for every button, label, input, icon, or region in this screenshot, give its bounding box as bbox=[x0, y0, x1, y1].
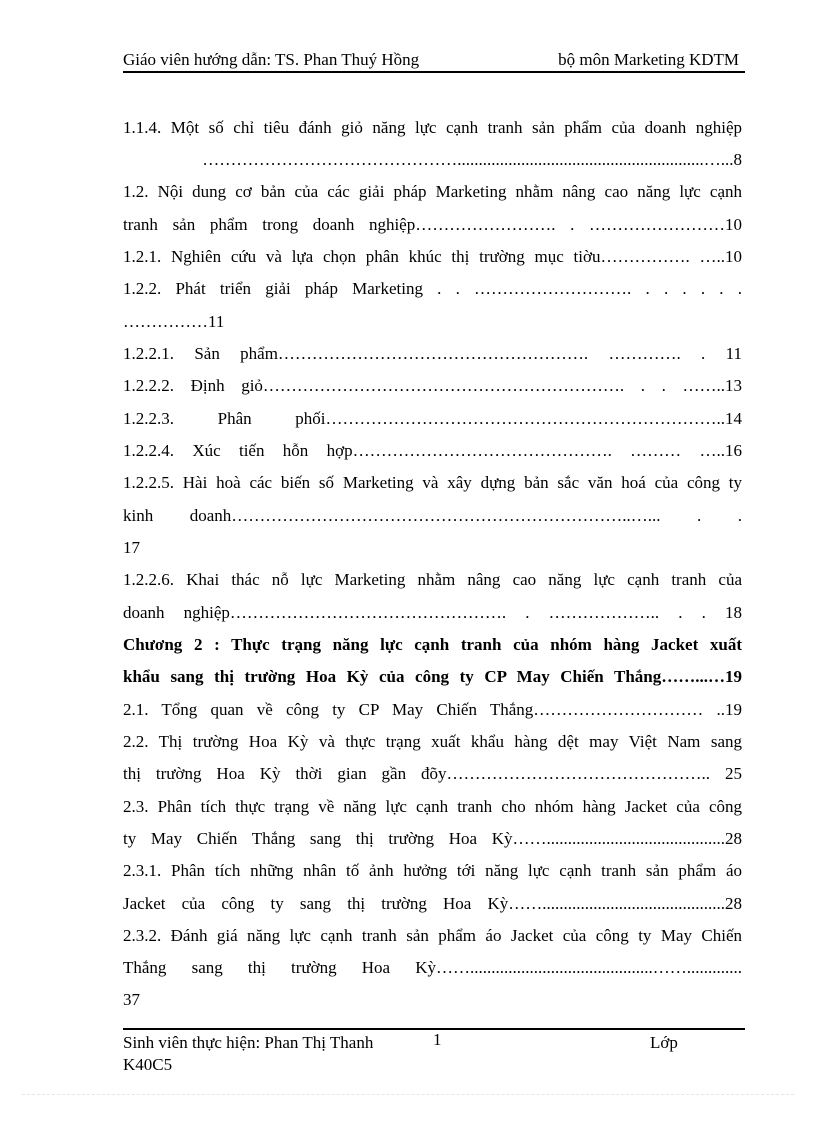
toc-line: ………………………………………..........................................................…...8 bbox=[202, 150, 742, 169]
toc-line: 2.3.1. Phân tích những nhân tố ảnh hưởng tới năng lực cạnh tranh sản phẩm áo bbox=[123, 861, 742, 880]
toc-line: 37 bbox=[123, 990, 140, 1009]
toc-chapter-line: Chương 2 : Thực trạng năng lực cạnh tranh của nhóm hàng Jacket xuất bbox=[123, 635, 742, 654]
toc-line: 2.1. Tổng quan về công ty CP May Chiến Thắng………………………… ..19 bbox=[123, 700, 742, 719]
header-department: bộ môn Marketing KDTM bbox=[558, 50, 739, 69]
toc-line: ……………11 bbox=[123, 312, 225, 331]
toc-line: thị trường Hoa Kỳ thời gian gần đõy……………………………………….. 25 bbox=[123, 764, 742, 783]
toc-line: Jacket của công ty sang thị trường Hoa Kỳ……...........................................28 bbox=[123, 894, 742, 913]
header-advisor: Giáo viên hướng dẫn: TS. Phan Thuý Hồng bbox=[123, 50, 420, 69]
toc-line: 1.2. Nội dung cơ bản của các giải pháp Marketing nhằm nâng cao năng lực cạnh bbox=[123, 182, 742, 201]
footer-student: Sinh viên thực hiện: Phan Thị Thanh bbox=[123, 1033, 374, 1052]
toc-line: 1.2.2. Phát triển giải pháp Marketing . . ………………………. . . . . . . bbox=[123, 279, 742, 298]
toc-line: 1.2.2.6. Khai thác nỗ lực Marketing nhằm nâng cao năng lực cạnh tranh của bbox=[123, 570, 742, 589]
header-rule bbox=[123, 71, 745, 73]
toc-line: 1.2.2.4. Xúc tiến hỗn hợp………………………………………. ……… …..16 bbox=[123, 441, 742, 460]
toc-line: 17 bbox=[123, 538, 140, 557]
toc-line: 1.2.2.1. Sản phẩm………………………………………………. …………. . 11 bbox=[123, 344, 742, 363]
toc-chapter-line: khẩu sang thị trường Hoa Kỳ của công ty CP May Chiến Thắng……...…19 bbox=[123, 667, 742, 686]
footer-class-code: K40C5 bbox=[123, 1055, 173, 1074]
toc-line: 1.2.1. Nghiên cứu và lựa chọn phân khúc thị trường mục tiờu……………. …..10 bbox=[123, 247, 742, 266]
page-edge-divider bbox=[22, 1094, 794, 1095]
toc-line: Thắng sang thị trường Hoa Kỳ……...........................................……............. bbox=[123, 958, 742, 977]
toc-line: 1.2.2.5. Hài hoà các biến số Marketing và xây dựng bản sắc văn hoá của công ty bbox=[123, 473, 742, 492]
toc-line: 2.2. Thị trường Hoa Kỳ và thực trạng xuất khẩu hàng dệt may Việt Nam sang bbox=[123, 732, 742, 751]
toc-line: 1.2.2.2. Định giỏ………………………………………………………. . . ……..13 bbox=[123, 376, 742, 395]
toc-line: doanh nghiệp…………………………………………. . ……………….. . . 18 bbox=[123, 603, 742, 622]
page-header bbox=[123, 48, 745, 72]
page-number: 1 bbox=[433, 1030, 442, 1049]
toc-line: 1.1.4. Một số chỉ tiêu đánh giỏ năng lực cạnh tranh sản phẩm của doanh nghiệp bbox=[123, 118, 742, 137]
toc-line: 2.3. Phân tích thực trạng về năng lực cạnh tranh cho nhóm hàng Jacket của công bbox=[123, 797, 742, 816]
toc-line: 1.2.2.3. Phân phối……………………………………………………………..14 bbox=[123, 409, 742, 428]
toc-line: 2.3.2. Đánh giá năng lực cạnh tranh sản phẩm áo Jacket của công ty May Chiến bbox=[123, 926, 742, 945]
toc-line: kinh doanh……………………………………………………………..…... . . bbox=[123, 506, 742, 525]
toc-line: ty May Chiến Thắng sang thị trường Hoa Kỳ……..........................................28 bbox=[123, 829, 742, 848]
toc-line: tranh sản phẩm trong doanh nghiệp……………………. . ……………………10 bbox=[123, 215, 742, 234]
footer-class-label: Lớp bbox=[650, 1033, 678, 1052]
